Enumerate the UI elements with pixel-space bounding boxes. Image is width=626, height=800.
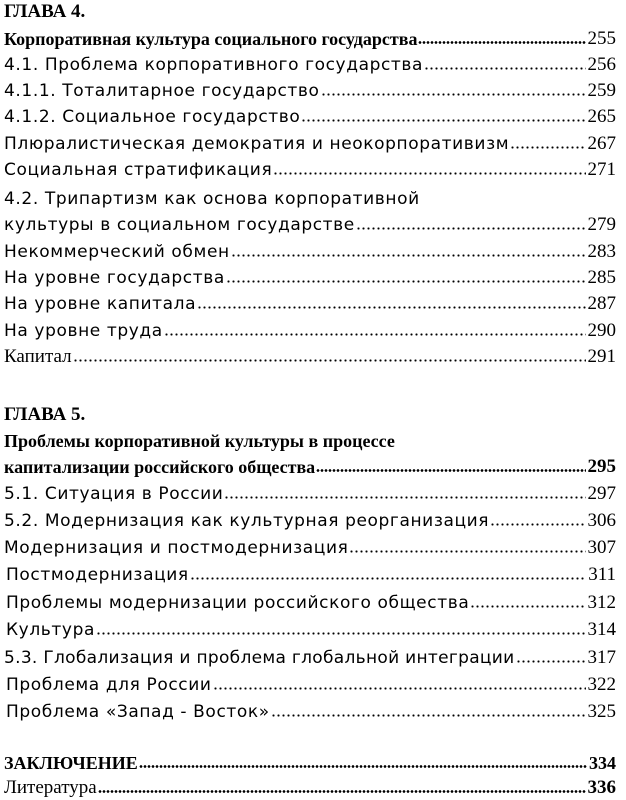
dot-leader bbox=[213, 687, 586, 690]
dot-leader bbox=[490, 523, 585, 526]
toc-entry bbox=[6, 699, 616, 723]
toc-entry bbox=[4, 454, 616, 478]
toc-entry-title: На уровне труда bbox=[4, 321, 163, 341]
dot-leader bbox=[516, 660, 586, 663]
toc-entry bbox=[6, 562, 616, 586]
dot-leader bbox=[231, 254, 586, 257]
toc-entry-title: Проблема для России bbox=[6, 675, 212, 695]
toc-entry bbox=[4, 157, 616, 181]
dot-leader bbox=[98, 790, 586, 793]
toc-entry-page: 291 bbox=[587, 346, 616, 367]
toc-entry-page: 256 bbox=[587, 54, 616, 75]
toc-entry-page: 287 bbox=[587, 293, 616, 314]
toc-entry-literature bbox=[4, 775, 616, 799]
toc-entry-title: Корпоративная культура социального государства bbox=[4, 29, 418, 49]
toc-entry-title: ЗАКЛЮЧЕНИЕ bbox=[4, 753, 138, 773]
toc-entry-page: 325 bbox=[587, 701, 616, 722]
toc-entry-title: Проблема «Запад - Восток» bbox=[6, 702, 270, 722]
dot-leader bbox=[321, 93, 586, 96]
toc-entry bbox=[4, 239, 616, 263]
toc-entry-title: культуры в социальном государстве bbox=[4, 215, 355, 235]
toc-entry-title: Проблемы модернизации российского общества bbox=[6, 593, 470, 613]
chapter-4-heading: ГЛАВА 4. bbox=[4, 1, 86, 22]
toc-entry bbox=[4, 131, 616, 155]
toc-entry-page: 295 bbox=[587, 456, 616, 477]
chapter-5-heading: ГЛАВА 5. bbox=[4, 404, 86, 425]
toc-entry bbox=[6, 672, 616, 696]
toc-entry-title: 5.2. Модернизация как культурная реорганизация bbox=[4, 511, 490, 531]
toc-entry-title: На уровне капитала bbox=[4, 294, 197, 314]
toc-entry-page: 283 bbox=[587, 241, 616, 262]
dot-leader bbox=[197, 306, 585, 309]
toc-entry-page: 265 bbox=[587, 106, 616, 127]
toc-entry bbox=[4, 212, 616, 236]
toc-entry-conclusion bbox=[4, 750, 616, 774]
dot-leader bbox=[424, 67, 585, 70]
toc-entry-page: 297 bbox=[587, 483, 616, 504]
toc-entry-title: Модернизация и постмодернизация bbox=[4, 538, 349, 558]
toc-entry-title: Некоммерческий обмен bbox=[4, 242, 230, 262]
toc-entry-page: 307 bbox=[587, 537, 616, 558]
toc-entry-page: 255 bbox=[587, 28, 616, 49]
toc-entry bbox=[4, 78, 616, 102]
toc-entry-title: Постмодернизация bbox=[6, 565, 189, 585]
toc-entry-title: 4.1.2. Социальное государство bbox=[4, 107, 301, 127]
toc-entry bbox=[4, 318, 616, 342]
toc-entry-title: 5.1. Ситуация в России bbox=[4, 484, 224, 504]
toc-entry-page: 322 bbox=[587, 674, 616, 695]
toc-entry bbox=[4, 508, 616, 532]
dot-leader bbox=[418, 41, 585, 44]
toc-entry-title: 4.1. Проблема корпоративного государства bbox=[4, 55, 424, 75]
dot-leader bbox=[470, 605, 585, 608]
toc-entry bbox=[6, 590, 616, 614]
toc-entry-title: Литература bbox=[4, 777, 97, 798]
toc-entry-title: капитализации российского общества bbox=[4, 457, 316, 477]
dot-leader bbox=[273, 172, 585, 175]
toc-entry-page: 312 bbox=[587, 592, 616, 613]
toc-entry-title-line: 4.2. Трипартизм как основа корпоративной bbox=[4, 189, 420, 209]
toc-entry bbox=[6, 617, 616, 641]
toc-entry-page: 336 bbox=[587, 777, 616, 798]
toc-entry-page: 267 bbox=[587, 133, 616, 154]
dot-leader bbox=[356, 227, 586, 230]
toc-entry bbox=[4, 265, 616, 289]
toc-entry-title: Плюралистическая демократия и неокорпоративизм bbox=[4, 134, 510, 154]
dot-leader bbox=[349, 550, 585, 553]
toc-entry-title: 5.3. Глобализация и проблема глобальной интеграции bbox=[4, 648, 515, 668]
toc-entry-title: Культура bbox=[6, 620, 95, 640]
toc-entry-page: 271 bbox=[587, 159, 616, 180]
dot-leader bbox=[190, 577, 586, 580]
toc-entry-page: 279 bbox=[587, 214, 616, 235]
toc-entry-title: 4.1.1. Тоталитарное государство bbox=[4, 81, 320, 101]
dot-leader bbox=[301, 119, 585, 122]
toc-entry-title: Капитал bbox=[4, 346, 72, 367]
toc-entry bbox=[4, 26, 616, 50]
dot-leader bbox=[96, 632, 586, 635]
dot-leader bbox=[510, 146, 585, 149]
toc-entry-title: Социальная стратификация bbox=[4, 160, 273, 180]
dot-leader bbox=[316, 469, 585, 472]
toc-entry-page: 314 bbox=[587, 619, 616, 640]
toc-entry bbox=[4, 481, 616, 505]
toc-entry bbox=[4, 52, 616, 76]
toc-entry-title: На уровне государства bbox=[4, 268, 225, 288]
dot-leader bbox=[164, 333, 586, 336]
toc-entry bbox=[4, 104, 616, 128]
toc-entry-page: 317 bbox=[587, 647, 616, 668]
toc-entry-page: 334 bbox=[589, 753, 616, 773]
toc-entry bbox=[4, 645, 616, 669]
dot-leader bbox=[73, 359, 586, 362]
dot-leader bbox=[224, 496, 585, 499]
toc-entry-page: 311 bbox=[588, 564, 616, 585]
toc-entry-title-line: Проблемы корпоративной культуры в процессе bbox=[4, 431, 395, 451]
toc-entry-page: 306 bbox=[587, 510, 616, 531]
toc-entry-page: 290 bbox=[587, 320, 616, 341]
toc-entry bbox=[4, 535, 616, 559]
dot-leader bbox=[271, 714, 586, 717]
dot-leader bbox=[226, 280, 586, 283]
toc-entry-page: 259 bbox=[587, 80, 616, 101]
dot-leader bbox=[139, 765, 587, 768]
toc-entry bbox=[4, 291, 616, 315]
toc-entry-page: 285 bbox=[587, 267, 616, 288]
toc-entry bbox=[4, 344, 616, 368]
